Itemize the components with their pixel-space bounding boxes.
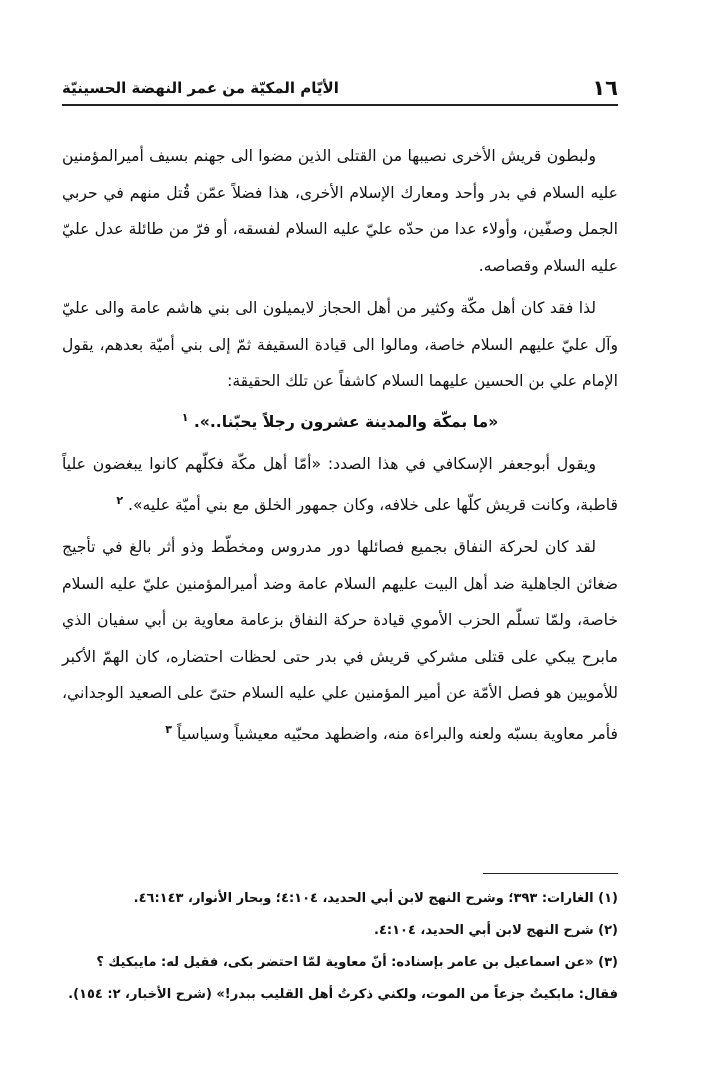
quote [62,400,618,441]
quote-text: «ما بمكّة والمدينة عشرون رجلاً يحبّنا..». [193,412,499,431]
page-number: ١٦ [592,76,618,100]
footnote-3: (٣) «عن اسماعيل بن عامر بإسناده: أنّ معاوية لمّا احتضر بكى، فقيل له: مايبكيك ؟ فقال: مابكيتُ جزعاً من الموت، ولكني ذكرتُ أهل القليب ببدر!» (شرح الأخبار، ٢: ١٥٤). [68,955,618,1002]
footnote-ref-3: ٣ [165,722,173,736]
footnote-1: (١) الغارات: ٣٩٣؛ وشرح النهج لابن أبي الحديد، ٤:١٠٤؛ وبحار الأنوار، ٤٦:١٤٣. [133,891,618,906]
paragraph-4 [62,529,618,752]
body-text [62,138,618,753]
paragraph-4-text: لقد كان لحركة النفاق بجميع فصائلها دور مدروس ومخطّط وذو أثر بالغ في تأجيج ضغائن الجاهلية ضد أهل البيت عليهم السلام عامة وضد أميرالمؤمنين عليّ عليه السلام خاصة، ولمّا تسلّم الحزب الأموي قيادة حركة النفاق بزعامة معاوية بن أبي سفيان الذي مابرح يبكي على قتلى مشركي قريش في بدر حتى لحظات احتضاره، كان الهمّ الأكبر للأمويين هو فصل الأمّة عن أمير المؤمنين علي عليه السلام حتىّ على الصعيد الوجداني، فأمر معاوية بسبّه ولعنه والبراءة منه، واضطهد محبّيه معيشياً وسياسياً [62,538,618,744]
paragraph-3-text: ويقول أبوجعفر الإسكافي في هذا الصدد: «أمّا أهل مكّة فكلّهم كانوا يبغضون علياً قاطبة، وكانت قريش كلّها على خلافه، وكان جمهور الخلق مع بني أميّة عليه». [62,455,618,514]
paragraph-2: لذا فقد كان أهل مكّة وكثير من أهل الحجاز لايميلون الى بني هاشم عامة والى عليّ وآل عليّ عليهم السلام خاصة، ومالوا الى قيادة السقيفة ثمّ إلى بني أميّة بعدهم، يقول الإمام علي بن الحسين عليهما السلام كاشفاً عن تلك الحقيقة: [62,299,618,390]
footnote-divider [483,873,618,874]
footnote-ref-1: ١ [181,410,189,424]
footnote-ref-2: ٢ [116,493,124,507]
footnote-2: (٢) شرح النهج لابن أبي الحديد، ٤:١٠٤. [373,923,618,938]
paragraph-3 [62,446,618,523]
paragraph-1: ولبطون قريش الأخرى نصيبها من القتلى الذين مضوا الى جهنم بسيف أميرالمؤمنين عليه السلام في بدر وأحد ومعارك الإسلام الأخرى، هذا فضلاً عمّن قُتل منهم في حربي الجمل وصفّين، وأولاء عدا من حدّه عليّ عليه السلام لفسقه، أو فرّ من طائلة عدل عليّ عليه السلام وقصاصه. [62,147,618,275]
page-header [62,72,618,106]
footnotes [62,883,618,1011]
running-title: الأيّام المكيّة من عمر النهضة الحسينيّة [62,79,339,97]
